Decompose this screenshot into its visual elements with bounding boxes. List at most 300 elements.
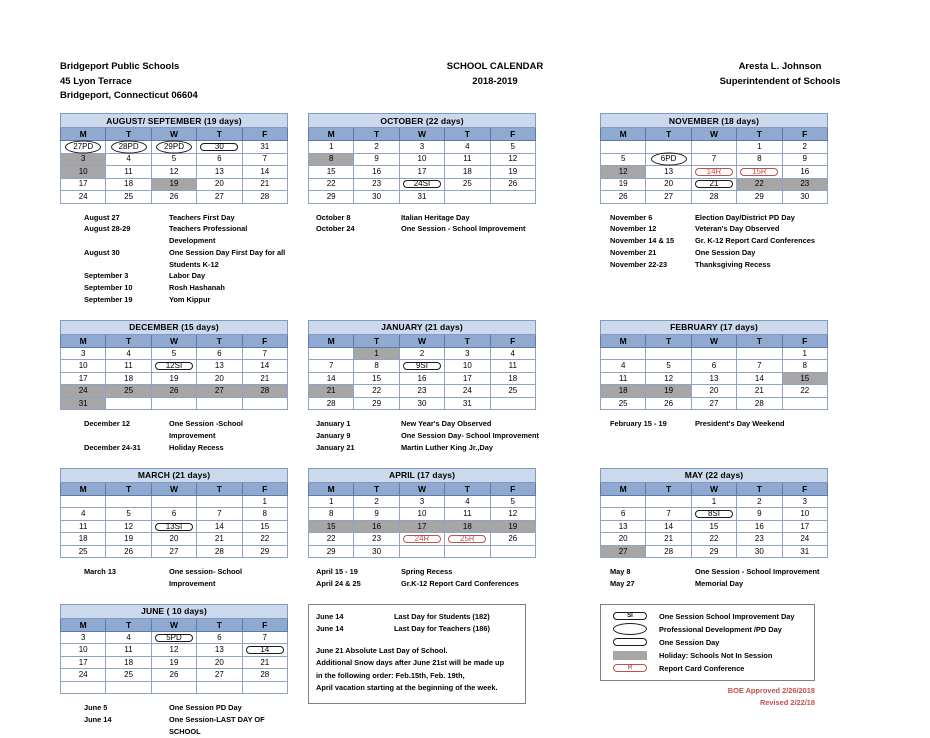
day-cell[interactable] [197,644,242,657]
day-cell[interactable] [106,372,151,385]
day-cell[interactable] [601,191,646,204]
day-cell[interactable] [399,495,444,508]
day-cell[interactable] [61,141,106,154]
day-cell[interactable] [242,669,287,682]
day-cell[interactable] [737,545,782,558]
day-cell[interactable] [106,533,151,546]
day-cell[interactable] [691,545,736,558]
day-cell[interactable] [197,681,242,694]
day-cell[interactable] [601,347,646,360]
day-cell[interactable] [61,669,106,682]
day-cell[interactable] [445,545,490,558]
day-cell[interactable] [445,508,490,521]
day-cell[interactable] [782,533,827,546]
day-cell[interactable] [601,372,646,385]
day-cell[interactable] [354,153,399,166]
day-number: 1 [328,141,334,151]
day-cell[interactable] [782,166,827,179]
day-number: 20 [214,179,224,189]
day-cell[interactable] [737,153,782,166]
day-cell[interactable] [490,545,535,558]
day-cell[interactable] [151,520,196,533]
day-cell[interactable] [490,495,535,508]
day-cell[interactable] [197,141,242,154]
day-cell[interactable] [646,495,691,508]
day-cell[interactable] [691,178,736,191]
day-cell[interactable] [399,347,444,360]
day-cell[interactable] [61,644,106,657]
day-cell[interactable] [354,533,399,546]
day-cell[interactable] [197,495,242,508]
day-cell[interactable] [61,360,106,373]
legend-box [600,604,815,681]
note-date: June 14 [84,715,112,725]
day-cell[interactable] [646,360,691,373]
day-cell[interactable] [242,385,287,398]
note-date: June 5 [84,703,108,713]
day-cell[interactable] [737,141,782,154]
day-cell[interactable] [309,385,354,398]
day-number: 26 [618,191,628,201]
day-cell[interactable] [601,533,646,546]
note-event: Italian Heritage Day [401,212,470,222]
day-cell[interactable] [242,397,287,410]
boe-approved-date: BOE Approved 2/26/2018 [727,685,815,695]
day-cell[interactable] [737,191,782,204]
day-cell[interactable] [61,495,106,508]
day-cell[interactable] [646,545,691,558]
day-number: 12 [664,373,674,383]
day-cell[interactable] [197,178,242,191]
day-cell[interactable] [445,495,490,508]
day-cell[interactable] [309,141,354,154]
day-cell[interactable] [445,385,490,398]
day-cell[interactable] [242,360,287,373]
day-cell[interactable] [601,397,646,410]
day-cell[interactable] [445,397,490,410]
day-cell[interactable] [691,520,736,533]
day-cell[interactable] [61,533,106,546]
day-cell[interactable] [601,360,646,373]
day-cell[interactable] [445,347,490,360]
day-cell[interactable] [309,347,354,360]
day-cell[interactable] [782,347,827,360]
day-cell[interactable] [106,385,151,398]
day-cell[interactable] [490,347,535,360]
day-cell[interactable] [242,166,287,179]
day-cell[interactable] [445,372,490,385]
day-cell[interactable] [354,141,399,154]
day-cell[interactable] [399,178,444,191]
day-cell[interactable] [61,153,106,166]
day-cell[interactable] [399,191,444,204]
day-cell[interactable] [646,178,691,191]
day-cell[interactable] [782,191,827,204]
day-cell[interactable] [151,372,196,385]
day-cell[interactable] [737,520,782,533]
day-cell[interactable] [151,360,196,373]
day-cell[interactable] [445,520,490,533]
day-cell[interactable] [197,372,242,385]
day-cell[interactable] [445,191,490,204]
day-cell[interactable] [61,178,106,191]
day-cell[interactable] [646,385,691,398]
day-cell[interactable] [737,372,782,385]
day-cell[interactable] [309,520,354,533]
day-cell[interactable] [691,495,736,508]
day-cell[interactable] [106,191,151,204]
day-cell[interactable] [242,533,287,546]
day-of-week-header-0: M [61,334,106,347]
day-cell[interactable] [354,495,399,508]
day-number: 13SI [165,521,183,531]
day-cell[interactable] [151,545,196,558]
day-cell[interactable] [61,631,106,644]
day-number: 28 [260,670,270,680]
day-cell[interactable] [399,360,444,373]
calendar-table-october [308,113,590,204]
june-info-event: Last Day for Students (182) [394,611,490,621]
day-cell[interactable] [691,397,736,410]
week-row [601,508,828,521]
notes-october [308,212,590,236]
month-notes [600,212,890,271]
day-cell[interactable] [106,178,151,191]
day-cell[interactable] [646,533,691,546]
day-number: 15 [372,373,382,383]
day-cell[interactable] [197,669,242,682]
day-cell[interactable] [197,347,242,360]
note-row [84,702,290,714]
day-cell[interactable] [151,533,196,546]
day-cell[interactable] [601,508,646,521]
day-cell[interactable] [106,397,151,410]
day-number: 3 [419,496,425,506]
day-cell[interactable] [601,495,646,508]
day-cell[interactable] [197,508,242,521]
day-cell[interactable] [309,191,354,204]
day-cell[interactable] [61,656,106,669]
day-cell[interactable] [61,372,106,385]
day-cell[interactable] [354,520,399,533]
day-cell[interactable] [691,533,736,546]
day-cell[interactable] [691,508,736,521]
day-cell[interactable] [399,397,444,410]
day-cell[interactable] [646,347,691,360]
day-cell[interactable] [242,141,287,154]
day-cell[interactable] [197,191,242,204]
note-row [84,270,290,282]
day-cell[interactable] [106,520,151,533]
day-cell[interactable] [601,385,646,398]
day-cell[interactable] [309,397,354,410]
day-cell[interactable] [399,520,444,533]
day-cell[interactable] [354,372,399,385]
day-cell[interactable] [151,178,196,191]
day-cell[interactable] [151,347,196,360]
day-cell[interactable] [445,166,490,179]
day-cell[interactable] [151,141,196,154]
day-cell[interactable] [691,347,736,360]
day-number: 29 [709,546,719,556]
day-cell[interactable] [151,508,196,521]
day-cell[interactable] [106,681,151,694]
week-row [601,533,828,546]
day-number: 12 [169,166,179,176]
day-cell[interactable] [61,545,106,558]
day-cell[interactable] [601,545,646,558]
day-cell[interactable] [399,385,444,398]
day-cell[interactable] [399,508,444,521]
day-cell[interactable] [242,153,287,166]
day-cell[interactable] [737,397,782,410]
day-cell[interactable] [737,360,782,373]
day-cell[interactable] [782,545,827,558]
day-cell[interactable] [601,141,646,154]
day-cell[interactable] [61,191,106,204]
day-cell[interactable] [242,495,287,508]
day-cell[interactable] [601,520,646,533]
day-cell[interactable] [197,656,242,669]
day-cell[interactable] [782,495,827,508]
june-info-date: June 14 [316,624,344,634]
day-cell[interactable] [737,385,782,398]
day-cell[interactable] [61,508,106,521]
day-cell[interactable] [445,141,490,154]
day-cell[interactable] [646,508,691,521]
day-cell[interactable] [151,669,196,682]
day-cell[interactable] [106,153,151,166]
day-number: 30 [372,191,382,201]
day-cell[interactable] [399,372,444,385]
day-cell[interactable] [490,141,535,154]
day-cell[interactable] [646,166,691,179]
day-cell[interactable] [354,166,399,179]
day-cell[interactable] [197,545,242,558]
day-cell[interactable] [445,533,490,546]
day-cell[interactable] [151,495,196,508]
day-number: 31 [462,398,472,408]
day-cell[interactable] [106,545,151,558]
day-number: 26 [508,534,518,544]
calendar-table-december [60,320,290,411]
day-cell[interactable] [646,520,691,533]
day-cell[interactable] [197,385,242,398]
day-number: 14 [260,166,270,176]
day-cell[interactable] [354,545,399,558]
day-cell[interactable] [242,681,287,694]
day-cell[interactable] [309,372,354,385]
day-cell[interactable] [399,153,444,166]
day-cell[interactable] [151,644,196,657]
day-number: 5PD [166,632,182,642]
day-cell[interactable] [151,385,196,398]
day-cell[interactable] [691,372,736,385]
day-cell[interactable] [646,141,691,154]
day-cell[interactable] [601,153,646,166]
day-cell[interactable] [309,166,354,179]
page-title: SCHOOL CALENDAR [446,61,544,72]
day-cell[interactable] [106,141,151,154]
day-cell[interactable] [691,153,736,166]
day-cell[interactable] [490,385,535,398]
day-cell[interactable] [691,141,736,154]
day-cell[interactable] [106,508,151,521]
day-cell[interactable] [61,385,106,398]
day-cell[interactable] [691,385,736,398]
day-number: 31 [417,191,427,201]
day-cell[interactable] [354,397,399,410]
day-cell[interactable] [242,178,287,191]
day-cell[interactable] [197,533,242,546]
day-cell[interactable] [242,508,287,521]
day-number: 29 [326,546,336,556]
day-cell[interactable] [490,166,535,179]
day-cell[interactable] [354,508,399,521]
day-cell[interactable] [197,397,242,410]
day-cell[interactable] [490,397,535,410]
day-cell[interactable] [782,153,827,166]
day-cell[interactable] [106,656,151,669]
day-cell[interactable] [445,178,490,191]
day-cell[interactable] [106,631,151,644]
day-number: 11 [124,166,133,176]
day-cell[interactable] [691,360,736,373]
day-cell[interactable] [242,631,287,644]
day-cell[interactable] [309,495,354,508]
day-cell[interactable] [309,545,354,558]
day-cell[interactable] [646,153,691,166]
day-cell[interactable] [737,533,782,546]
day-cell[interactable] [242,545,287,558]
day-cell[interactable] [737,166,782,179]
day-cell[interactable] [106,644,151,657]
day-cell[interactable] [309,360,354,373]
day-cell[interactable] [399,141,444,154]
day-cell[interactable] [782,141,827,154]
day-cell[interactable] [354,191,399,204]
day-cell[interactable] [782,508,827,521]
day-cell[interactable] [445,153,490,166]
day-cell[interactable] [197,520,242,533]
june-info-date: June 14 [316,611,344,621]
day-cell[interactable] [61,681,106,694]
day-cell[interactable] [106,669,151,682]
day-cell[interactable] [782,178,827,191]
day-cell[interactable] [354,347,399,360]
week-row [61,644,288,657]
day-cell[interactable] [151,153,196,166]
day-number: 23 [800,179,810,189]
district-address [0,60,360,104]
day-number: 5 [510,496,515,506]
day-cell[interactable] [646,372,691,385]
day-cell[interactable] [399,533,444,546]
day-cell[interactable] [737,495,782,508]
notes-january [308,418,590,453]
day-cell[interactable] [490,191,535,204]
day-cell[interactable] [151,631,196,644]
day-cell[interactable] [151,191,196,204]
day-cell[interactable] [490,360,535,373]
day-cell[interactable] [399,545,444,558]
day-cell[interactable] [151,397,196,410]
day-cell[interactable] [601,166,646,179]
day-cell[interactable] [242,656,287,669]
day-cell[interactable] [445,360,490,373]
day-cell[interactable] [242,644,287,657]
day-number: 25 [78,546,88,556]
day-cell[interactable] [151,166,196,179]
day-cell[interactable] [242,372,287,385]
day-cell[interactable] [309,533,354,546]
day-cell[interactable] [106,360,151,373]
day-of-week-header-2: W [691,334,736,347]
day-cell[interactable] [737,508,782,521]
day-cell[interactable] [490,372,535,385]
day-cell[interactable] [691,191,736,204]
day-number: 30 [754,546,764,556]
day-cell[interactable] [782,397,827,410]
day-number: 13 [214,361,224,371]
day-cell[interactable] [646,397,691,410]
snow-day-line: Additional Snow days after June 21st will be made up [316,658,505,668]
day-cell[interactable] [737,178,782,191]
day-cell[interactable] [782,385,827,398]
day-cell[interactable] [399,166,444,179]
day-cell[interactable] [106,166,151,179]
day-cell[interactable] [61,347,106,360]
day-cell[interactable] [490,520,535,533]
day-cell[interactable] [61,397,106,410]
day-cell[interactable] [490,508,535,521]
day-cell[interactable] [242,191,287,204]
day-cell[interactable] [354,385,399,398]
day-cell[interactable] [490,153,535,166]
day-cell[interactable] [242,520,287,533]
day-cell[interactable] [646,191,691,204]
day-cell[interactable] [354,360,399,373]
day-cell[interactable] [309,153,354,166]
day-cell[interactable] [490,178,535,191]
day-cell[interactable] [242,347,287,360]
day-cell[interactable] [151,656,196,669]
day-cell[interactable] [782,360,827,373]
day-number: 15 [709,521,719,531]
day-cell[interactable] [106,347,151,360]
day-cell[interactable] [309,508,354,521]
day-cell[interactable] [782,520,827,533]
day-cell[interactable] [197,153,242,166]
day-cell[interactable] [601,178,646,191]
day-cell[interactable] [106,495,151,508]
day-cell[interactable] [490,533,535,546]
day-number: 21 [260,657,270,667]
note-date: May 8 [610,567,631,577]
day-cell[interactable] [61,166,106,179]
day-cell[interactable] [782,372,827,385]
day-number: 1 [757,141,762,151]
day-cell[interactable] [354,178,399,191]
day-cell[interactable] [151,681,196,694]
day-cell[interactable] [197,360,242,373]
day-cell[interactable] [197,166,242,179]
day-cell[interactable] [197,631,242,644]
day-cell[interactable] [61,520,106,533]
day-cell[interactable] [691,166,736,179]
day-cell[interactable] [309,178,354,191]
day-cell[interactable] [737,347,782,360]
